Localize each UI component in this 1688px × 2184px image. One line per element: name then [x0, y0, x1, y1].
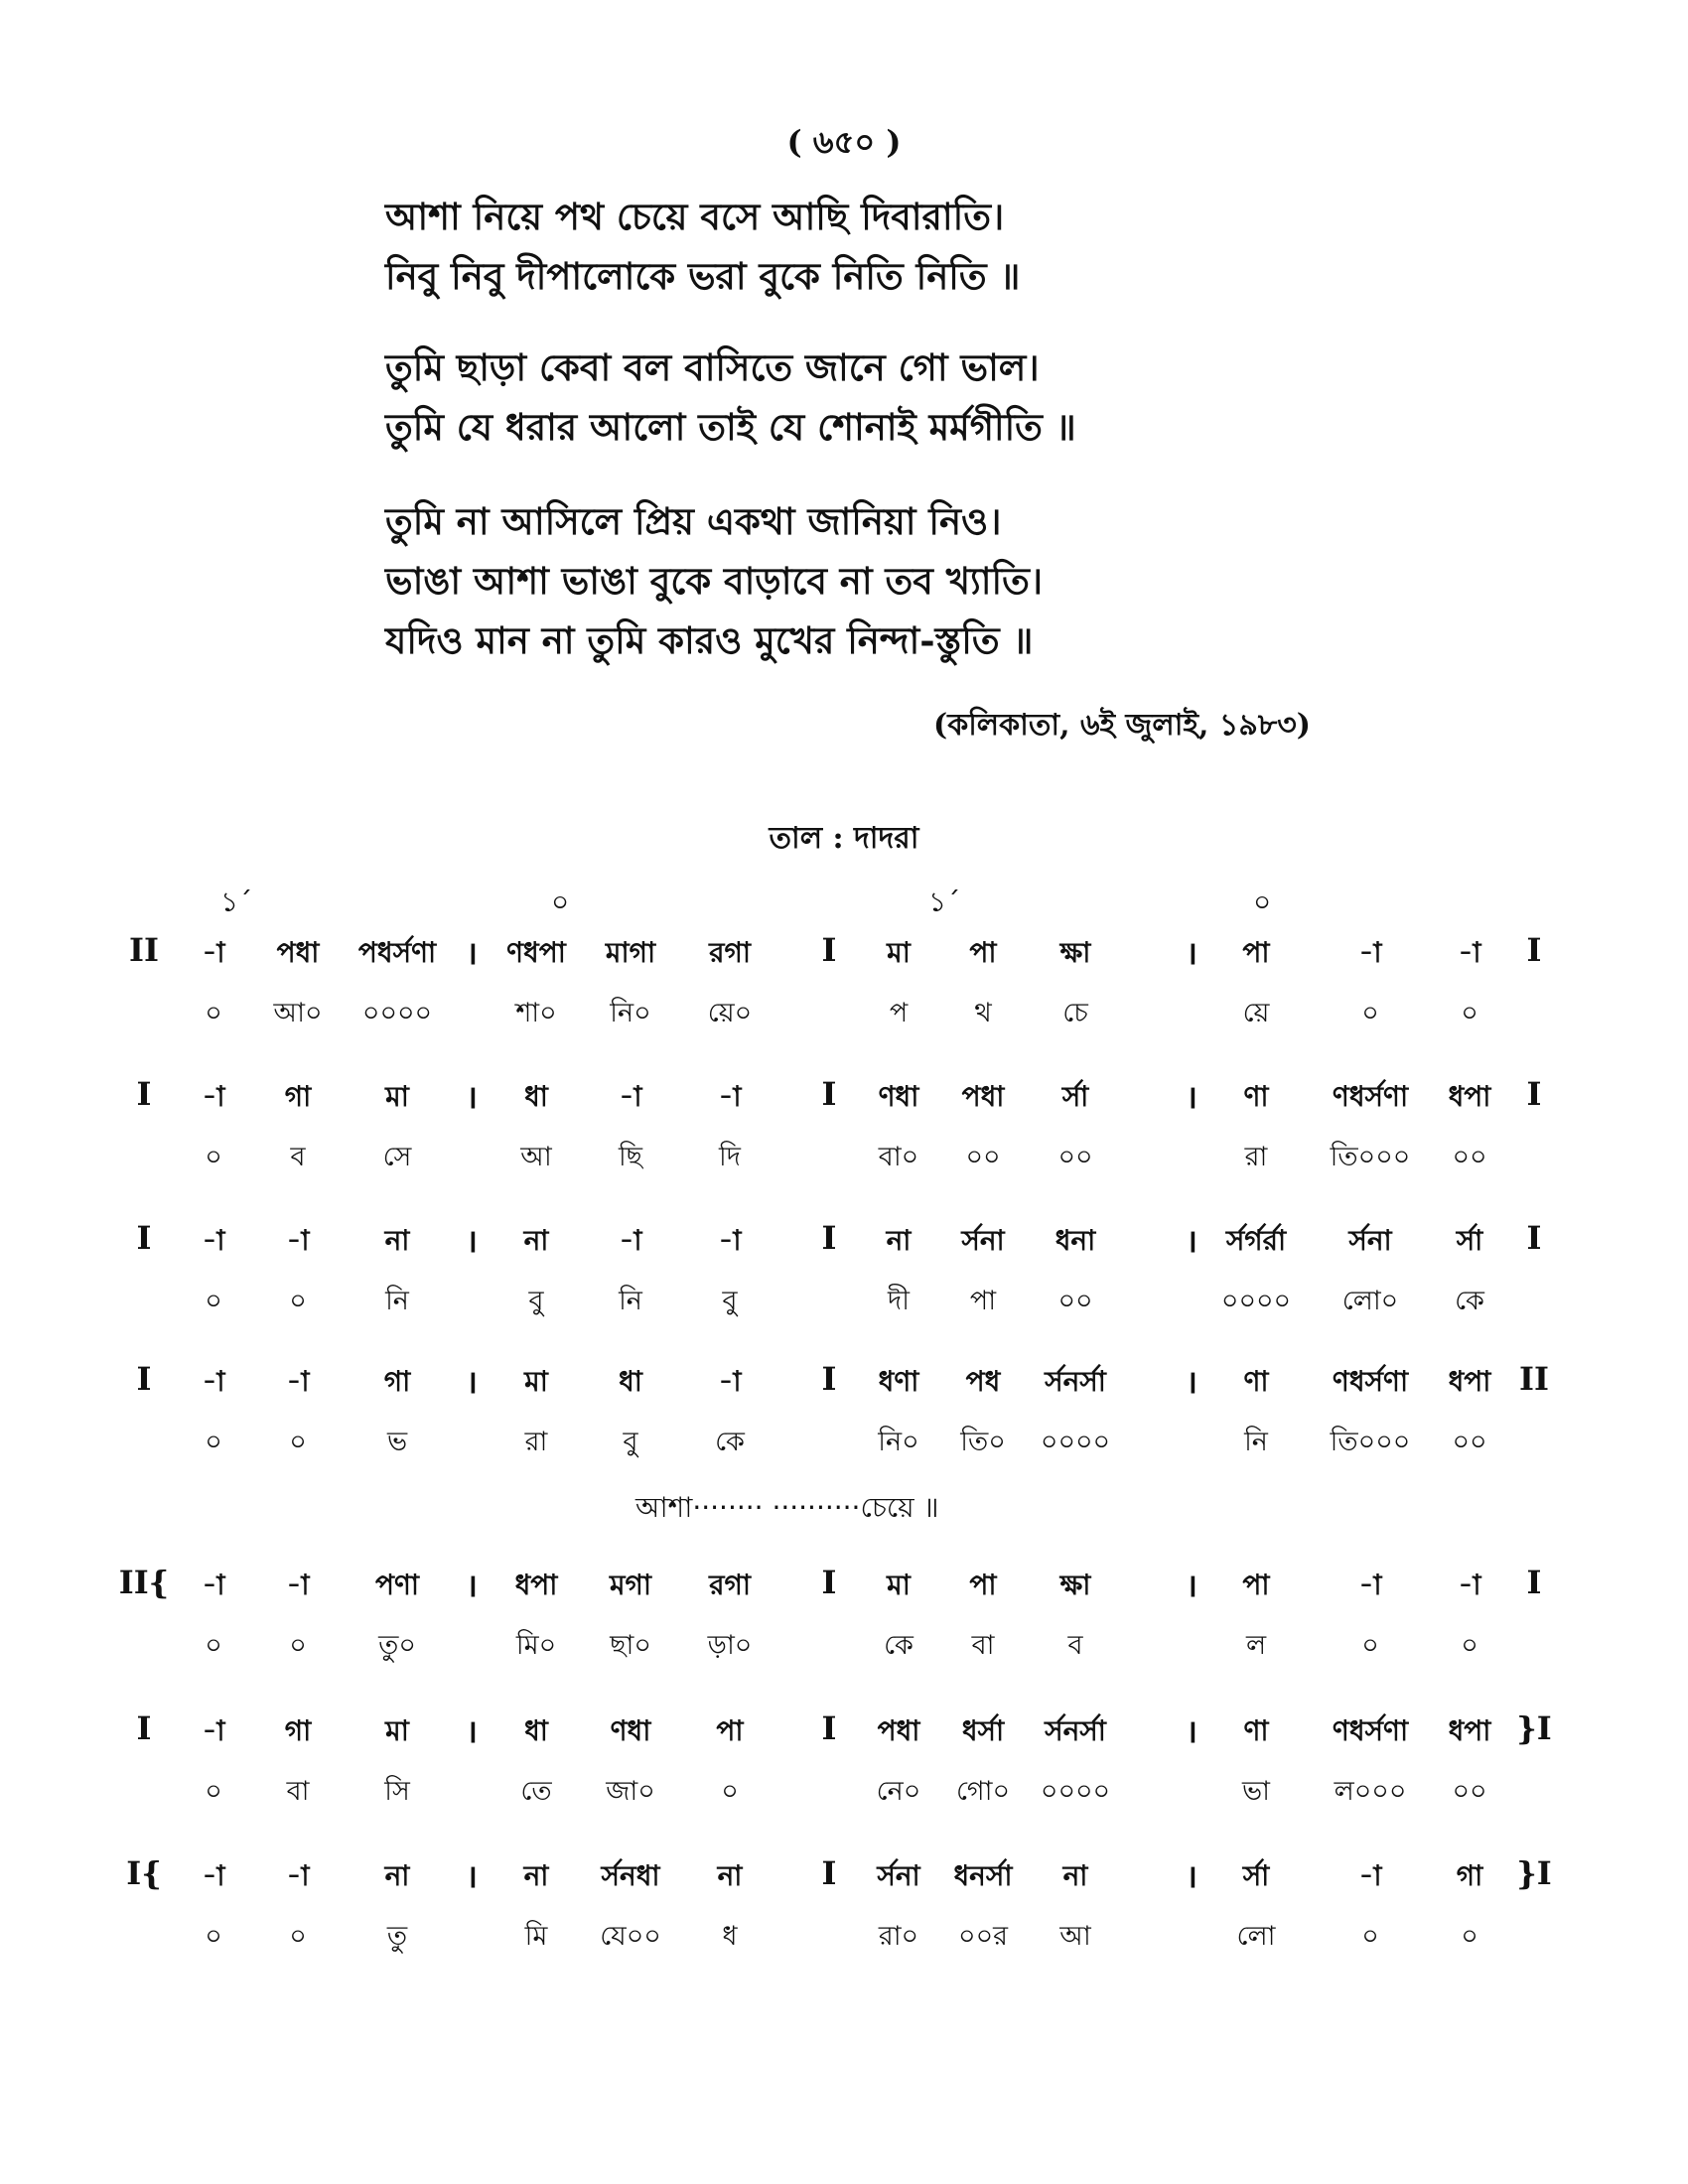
poem-line: তুমি না আসিলে প্রিয় একথা জানিয়া নিও।: [385, 499, 1002, 543]
notation-swara-row: [0, 1075, 1688, 1131]
lyric-cell: ব: [1067, 1630, 1083, 1661]
return-marker: আশা········ ··········চেয়ে ॥: [635, 1491, 939, 1524]
lyric-cell: ০: [205, 1142, 222, 1172]
swara-cell: গা: [284, 1714, 312, 1747]
swara-cell: ণধর্সণা: [1332, 1714, 1409, 1747]
swara-cell: পধ: [965, 1365, 1001, 1398]
swara-cell: ধণা: [878, 1365, 919, 1398]
swara-cell: র্সনা: [961, 1224, 1005, 1257]
lyric-cell: ০: [205, 998, 222, 1028]
swara-cell: রগা: [709, 1569, 751, 1601]
lyric-cell: প: [889, 998, 909, 1028]
lyric-cell: ছি: [618, 1142, 643, 1172]
lyric-cell: আ০: [273, 998, 323, 1028]
swara-cell: গা: [1456, 1859, 1483, 1892]
lyric-cell: তি০০০: [1330, 1142, 1411, 1172]
lyric-cell: নে০: [876, 1776, 921, 1807]
lyric-cell: ০: [289, 1286, 307, 1316]
lyric-cell: য়ে: [1242, 998, 1270, 1028]
lyric-cell: ০০০০: [361, 998, 433, 1028]
swara-cell: র্সা: [1456, 1224, 1483, 1257]
swara-cell: না: [384, 1859, 410, 1892]
swara-cell: মা: [385, 1714, 409, 1747]
swara-cell: না: [523, 1224, 549, 1257]
swara-cell: -া: [718, 1224, 742, 1257]
lyric-cell: ০: [1361, 1921, 1379, 1952]
lyric-cell: জা০: [606, 1776, 655, 1807]
swara-cell: না: [717, 1859, 743, 1892]
notation-swara-row: [0, 1360, 1688, 1416]
beat-marker: ০: [1253, 886, 1272, 918]
swara-cell: ণধপা: [506, 936, 566, 969]
lyric-cell: ধ: [722, 1921, 738, 1952]
lyric-cell: কে: [1455, 1286, 1484, 1316]
swara-cell: -া: [202, 1224, 225, 1257]
bar-line: ।: [1185, 1567, 1198, 1604]
lyric-cell: নি: [1244, 1427, 1268, 1457]
swara-cell: ণা: [1243, 1080, 1269, 1113]
bar-line: ।: [465, 1222, 479, 1260]
swara-cell: পা: [1242, 936, 1270, 969]
swara-cell: ধা: [524, 1080, 548, 1113]
bar-line: ।: [1185, 1712, 1198, 1750]
swara-cell: ধর্সা: [961, 1714, 1005, 1747]
swara-cell: না: [384, 1224, 410, 1257]
swara-cell: ধা: [619, 1365, 642, 1398]
swara-cell: -া: [1458, 1569, 1481, 1601]
lyric-cell: তি০০০: [1330, 1427, 1411, 1457]
lyric-cell: থ: [974, 998, 992, 1028]
lyric-cell: নি: [619, 1286, 642, 1316]
bar-line: ।: [1185, 1078, 1198, 1116]
swara-cell: পধা: [877, 1714, 920, 1747]
lyric-cell: ড়া০: [707, 1630, 753, 1661]
swara-cell: ধপা: [514, 1569, 558, 1601]
lyric-cell: বু: [623, 1427, 638, 1457]
bar-line: ।: [1185, 1363, 1198, 1401]
lyric-cell: ০: [205, 1921, 222, 1952]
bar-line: I: [821, 1709, 837, 1747]
lyric-cell: ০: [289, 1921, 307, 1952]
lyric-cell: ভা: [1242, 1776, 1270, 1807]
swara-cell: ণা: [1243, 1365, 1269, 1398]
bar-line: I: [821, 1360, 837, 1398]
bar-line: II{: [118, 1564, 170, 1601]
swara-cell: র্সর্গর্রা: [1225, 1224, 1287, 1257]
lyric-cell: তে: [520, 1776, 552, 1807]
swara-cell: পা: [969, 936, 997, 969]
bar-line: I: [1526, 1564, 1542, 1601]
lyric-cell: ছা০: [610, 1630, 651, 1661]
swara-cell: মা: [385, 1080, 409, 1113]
lyric-cell: ০: [721, 1776, 739, 1807]
bar-line: ।: [1185, 934, 1198, 972]
bar-line: I: [821, 1854, 837, 1892]
swara-cell: মাগা: [605, 936, 656, 969]
notation-lyric-row: [0, 1916, 1688, 1972]
lyric-cell: ব: [290, 1142, 306, 1172]
beat-marker: ১´: [928, 886, 961, 918]
lyric-cell: রা০: [878, 1921, 919, 1952]
swara-cell: ধপা: [1448, 1365, 1491, 1398]
bar-line: II: [129, 931, 159, 969]
swara-cell: -া: [202, 936, 225, 969]
attribution: (কলিকাতা, ৬ই জুলাই, ১৯৮৩): [933, 708, 1311, 743]
poem-line: তুমি যে ধরার আলো তাই যে শোনাই মর্মগীতি ॥: [385, 405, 1076, 449]
swara-cell: মা: [887, 936, 911, 969]
bar-line: ।: [465, 1567, 479, 1604]
bar-line: ।: [465, 1078, 479, 1116]
swara-cell: ক্ষা: [1059, 1569, 1091, 1601]
swara-cell: -া: [1358, 1569, 1382, 1601]
lyric-cell: ০০: [1452, 1776, 1487, 1807]
lyric-cell: রা: [1244, 1142, 1268, 1172]
swara-cell: -া: [718, 1080, 742, 1113]
lyric-cell: রা: [524, 1427, 548, 1457]
bar-line: }I: [1516, 1854, 1552, 1892]
swara-cell: ণধা: [610, 1714, 651, 1747]
lyric-cell: ০০র: [958, 1921, 1008, 1952]
lyric-cell: ০: [1461, 1921, 1478, 1952]
swara-cell: ধনর্সা: [953, 1859, 1013, 1892]
bar-line: ।: [1185, 1222, 1198, 1260]
swara-cell: ধপা: [1448, 1714, 1491, 1747]
lyric-cell: ০০০০: [1040, 1776, 1111, 1807]
bar-line: I: [136, 1075, 152, 1113]
lyric-cell: দী: [888, 1286, 910, 1316]
beat-marker: ০: [551, 886, 570, 918]
lyric-cell: ০: [289, 1630, 307, 1661]
lyric-cell: ০: [205, 1286, 222, 1316]
lyric-cell: বা০: [878, 1142, 919, 1172]
swara-cell: ধা: [524, 1714, 548, 1747]
swara-cell: ধনা: [1055, 1224, 1096, 1257]
notation-lyric-row: [0, 1771, 1688, 1827]
page-number: ( ৬৫০ ): [786, 123, 902, 161]
lyric-cell: ০০: [1057, 1142, 1093, 1172]
swara-cell: র্সনা: [877, 1859, 920, 1892]
swara-cell: -া: [1358, 1859, 1382, 1892]
lyric-cell: চে: [1062, 998, 1088, 1028]
swara-cell: র্সনা: [1348, 1224, 1392, 1257]
notation-lyric-row: [0, 1281, 1688, 1336]
notation-swara-row: [0, 1564, 1688, 1619]
taal-heading: তাল : দাদরা: [769, 821, 919, 856]
swara-cell: -া: [202, 1714, 225, 1747]
swara-cell: না: [1062, 1859, 1088, 1892]
lyric-cell: তু: [386, 1921, 408, 1952]
swara-cell: গা: [284, 1080, 312, 1113]
swara-cell: -া: [619, 1224, 642, 1257]
lyric-cell: সে: [382, 1142, 412, 1172]
bar-line: I: [1526, 1219, 1542, 1257]
lyric-cell: ০: [1461, 998, 1478, 1028]
swara-cell: পা: [969, 1569, 997, 1601]
lyric-cell: ল০০০: [1334, 1776, 1407, 1807]
swara-cell: মা: [887, 1569, 911, 1601]
lyric-cell: ০০০০: [1220, 1286, 1292, 1316]
lyric-cell: লো: [1236, 1921, 1276, 1952]
swara-cell: -া: [1358, 936, 1382, 969]
swara-cell: -া: [202, 1859, 225, 1892]
bar-line: I: [821, 1219, 837, 1257]
bar-line: ।: [465, 1712, 479, 1750]
lyric-cell: ০: [289, 1427, 307, 1457]
lyric-cell: তু০: [378, 1630, 416, 1661]
bar-line: I: [1526, 931, 1542, 969]
swara-cell: ণধা: [878, 1080, 919, 1113]
swara-cell: ণধর্সণা: [1332, 1365, 1409, 1398]
lyric-cell: তি০: [960, 1427, 1006, 1457]
lyric-cell: বু: [528, 1286, 544, 1316]
swara-cell: না: [523, 1859, 549, 1892]
lyric-cell: মি০: [515, 1630, 557, 1661]
poem-line: আশা নিয়ে পথ চেয়ে বসে আছি দিবারাতি।: [385, 195, 1005, 238]
lyric-cell: কে: [884, 1630, 914, 1661]
lyric-cell: ০০: [1452, 1427, 1487, 1457]
swara-cell: -া: [202, 1569, 225, 1601]
lyric-cell: ০০: [965, 1142, 1001, 1172]
lyric-cell: ০০০০: [1040, 1427, 1111, 1457]
swara-cell: মগা: [609, 1569, 652, 1601]
lyric-cell: নি০: [610, 998, 651, 1028]
bar-line: }I: [1516, 1709, 1552, 1747]
lyric-cell: লো০: [1341, 1286, 1399, 1316]
bar-line: I: [136, 1360, 152, 1398]
bar-line: ।: [465, 1363, 479, 1401]
lyric-cell: যে০০: [600, 1921, 661, 1952]
lyric-cell: ০: [205, 1427, 222, 1457]
swara-cell: র্সা: [1242, 1859, 1270, 1892]
lyric-cell: ল: [1245, 1630, 1267, 1661]
poem-line: নিবু নিবু দীপালোকে ভরা বুকে নিতি নিতি ॥: [385, 254, 1021, 298]
lyric-cell: ০: [205, 1776, 222, 1807]
lyric-cell: সি: [384, 1776, 410, 1807]
swara-cell: র্সনর্সা: [1045, 1714, 1106, 1747]
poem-line: ভাঙা আশা ভাঙা বুকে বাড়াবে না তব খ্যাতি।: [385, 559, 1044, 603]
swara-cell: -া: [202, 1080, 225, 1113]
lyric-cell: আ: [520, 1142, 552, 1172]
bar-line: I: [821, 931, 837, 969]
notation-lyric-row: [0, 1137, 1688, 1192]
notation-lyric-row: [0, 993, 1688, 1048]
lyric-cell: বু: [722, 1286, 738, 1316]
swara-cell: পধা: [961, 1080, 1005, 1113]
swara-cell: গা: [383, 1365, 411, 1398]
swara-cell: -া: [1458, 936, 1481, 969]
notation-lyric-row: [0, 1422, 1688, 1477]
poem-stanza-3: [385, 491, 1338, 670]
swara-cell: ধপা: [1448, 1080, 1491, 1113]
notation-swara-row: [0, 1854, 1688, 1910]
lyric-cell: দি: [719, 1142, 741, 1172]
lyric-cell: নি: [385, 1286, 409, 1316]
swara-cell: র্সনধা: [601, 1859, 660, 1892]
swara-cell: রগা: [709, 936, 751, 969]
swara-cell: -া: [286, 1569, 310, 1601]
swara-cell: -া: [202, 1365, 225, 1398]
swara-cell: র্সনর্সা: [1045, 1365, 1106, 1398]
bar-line: I: [821, 1075, 837, 1113]
bar-line: I: [1526, 1075, 1542, 1113]
swara-cell: না: [886, 1224, 912, 1257]
lyric-cell: বা: [971, 1630, 995, 1661]
beat-marker: ১´: [220, 886, 253, 918]
swara-cell: ক্ষা: [1059, 936, 1091, 969]
lyric-cell: ০: [1361, 1630, 1379, 1661]
lyric-cell: ০০: [1057, 1286, 1093, 1316]
swara-cell: পা: [1242, 1569, 1270, 1601]
poem-stanza-1: [385, 187, 1338, 306]
swara-cell: -া: [718, 1365, 742, 1398]
swara-cell: ণধর্সণা: [1332, 1080, 1409, 1113]
swara-cell: ণা: [1243, 1714, 1269, 1747]
notation-swara-row: [0, 931, 1688, 987]
lyric-cell: শা০: [515, 998, 557, 1028]
lyric-cell: মি: [524, 1921, 548, 1952]
swara-cell: মা: [524, 1365, 548, 1398]
swara-cell: পণা: [374, 1569, 420, 1601]
bar-line: ।: [1185, 1857, 1198, 1895]
poem-stanza-2: [385, 338, 1338, 457]
swara-cell: র্সা: [1061, 1080, 1089, 1113]
poem-line: যদিও মান না তুমি কারও মুখের নিন্দা-স্তুতি ॥: [385, 618, 1034, 662]
notation-swara-row: [0, 1219, 1688, 1275]
lyric-cell: ০: [1461, 1630, 1478, 1661]
bar-line: I: [821, 1564, 837, 1601]
bar-line: ।: [465, 934, 479, 972]
lyric-cell: গো০: [955, 1776, 1011, 1807]
swara-cell: পধর্সণা: [357, 936, 437, 969]
lyric-cell: য়ে০: [707, 998, 753, 1028]
notation-swara-row: [0, 1709, 1688, 1765]
lyric-cell: পা: [969, 1286, 997, 1316]
bar-line: ।: [465, 1857, 479, 1895]
poem-line: তুমি ছাড়া কেবা বল বাসিতে জানে গো ভাল।: [385, 345, 1040, 389]
bar-line: I: [136, 1219, 152, 1257]
lyric-cell: ০: [1361, 998, 1379, 1028]
lyric-cell: ভ: [386, 1427, 408, 1457]
swara-cell: পধা: [276, 936, 320, 969]
notation-lyric-row: [0, 1625, 1688, 1681]
beat-markers: [0, 881, 1688, 920]
lyric-cell: বা: [286, 1776, 310, 1807]
bar-line: II: [1519, 1360, 1549, 1398]
swara-cell: -া: [619, 1080, 642, 1113]
swara-cell: -া: [286, 1365, 310, 1398]
bar-line: I{: [126, 1854, 162, 1892]
bar-line: I: [136, 1709, 152, 1747]
lyric-cell: আ: [1059, 1921, 1091, 1952]
swara-cell: -া: [286, 1224, 310, 1257]
lyric-cell: কে: [715, 1427, 745, 1457]
lyric-cell: ০০: [1452, 1142, 1487, 1172]
lyric-cell: ০: [205, 1630, 222, 1661]
swara-cell: পা: [716, 1714, 744, 1747]
lyric-cell: নি০: [878, 1427, 919, 1457]
swara-cell: -া: [286, 1859, 310, 1892]
